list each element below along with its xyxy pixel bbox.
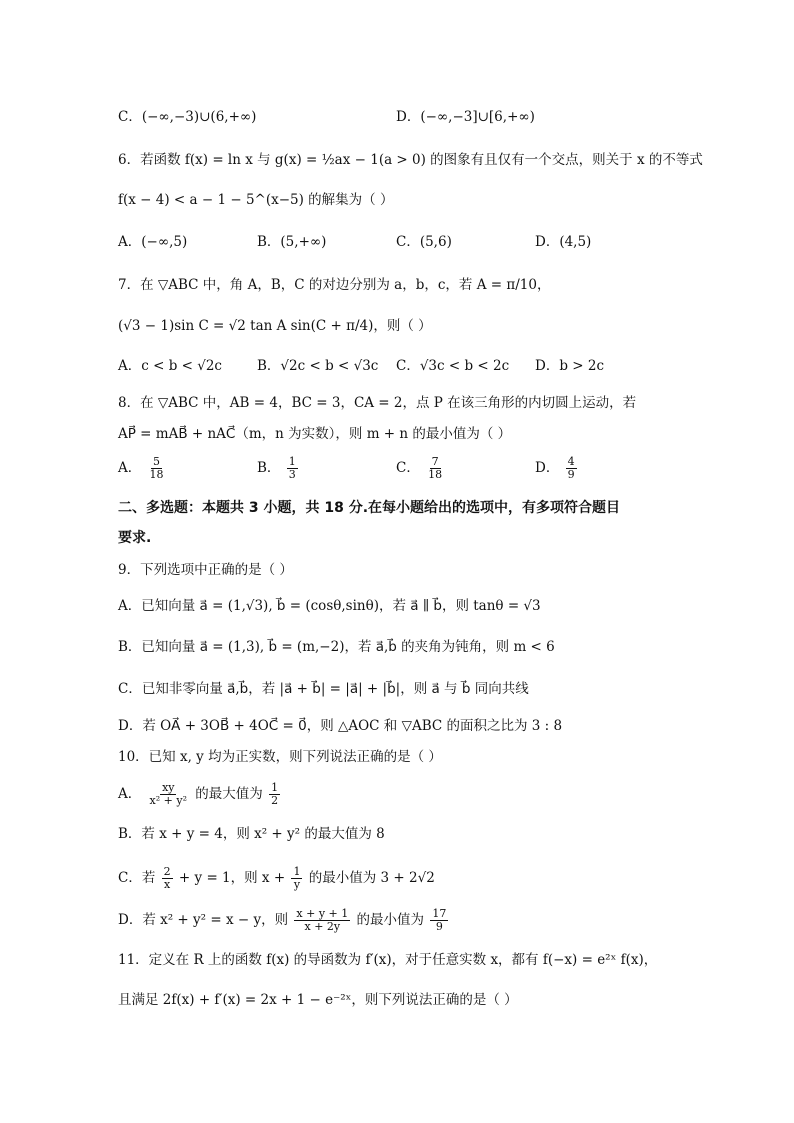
q10-option-d [118, 908, 450, 933]
q10-d-value-fraction [430, 908, 448, 933]
q8-c-numerator: 7 [431, 455, 439, 468]
q6-option-b: B．(5,+∞) [257, 234, 327, 250]
q10-a-denominator: x² + y² [149, 794, 187, 807]
q10-d-denominator: x + 2y [304, 920, 341, 933]
q10-c-denominator1: x [164, 878, 171, 891]
q8-d-denominator: 9 [567, 468, 575, 481]
q10-stem: 10．已知 x, y 均为正实数，则下列说法正确的是（ ） [118, 749, 442, 765]
q8-option-b-label: B． [257, 460, 281, 476]
q9-option-d: D．若 OA⃗ + 3OB⃗ + 4OC⃗ = 0⃗，则 △AOC 和 ▽ABC 的面积之比为 3 : 8 [118, 718, 563, 734]
section2-heading-line1: 二、多选题：本题共 3 小题，共 18 分.在每小题给出的选项中，有多项符合题目 [118, 500, 621, 516]
q10-d-fraction [294, 908, 350, 933]
q8-option-c [396, 456, 446, 481]
q10-d-value-denominator: 9 [435, 920, 443, 933]
q8-option-b-fraction [287, 456, 298, 481]
q10-c-middle: + y = 1，则 x + [178, 870, 290, 886]
q8-b-denominator: 3 [288, 468, 296, 481]
q10-c-fraction1 [162, 866, 173, 891]
q8-option-d [535, 456, 579, 481]
q9-option-c: C．已知非零向量 a⃗,b⃗，若 |a⃗ + b⃗| = |a⃗| + |b⃗|，则 a⃗ 与 b⃗ 同向共线 [118, 681, 529, 697]
q10-c-denominator2: y [293, 878, 301, 891]
q8-d-numerator: 4 [567, 455, 575, 468]
q7-option-a: A．c < b < √2c [118, 358, 222, 374]
q6-stem-line2: f(x − 4) < a − 1 − 5^(x−5) 的解集为（ ） [118, 192, 394, 208]
q8-option-a-label: A． [118, 460, 142, 476]
q9-option-a: A．已知向量 a⃗ = (1,√3), b⃗ = (cosθ,sinθ)，若 a⃗ ∥ b⃗，则 tanθ = √3 [118, 598, 541, 614]
q8-a-denominator: 18 [149, 468, 164, 481]
q5-option-c: C．(−∞,−3)∪(6,+∞) [118, 109, 257, 125]
q10-c-suffix: 的最小值为 3 + 2√2 [308, 870, 435, 886]
q6-option-a: A．(−∞,5) [118, 234, 188, 250]
q7-option-d: D．b > 2c [535, 358, 605, 374]
q7-option-c: C．√3c < b < 2c [396, 358, 510, 374]
q10-option-a-label: A． [118, 786, 142, 802]
q6-option-c: C．(5,6) [396, 234, 452, 250]
q10-c-numerator1: 2 [163, 865, 171, 878]
q10-a-value-numerator: 1 [271, 781, 279, 794]
q10-a-value-fraction [269, 782, 280, 807]
q10-a-value-denominator: 2 [271, 794, 279, 807]
q10-d-prefix: D．若 x² + y² = x − y，则 [118, 912, 293, 928]
q7-option-b: B．√2c < b < √3c [257, 358, 379, 374]
q8-stem-line1: 8．在 ▽ABC 中，AB = 4，BC = 3，CA = 2，点 P 在该三角形的内切圆上运动，若 [118, 395, 637, 411]
q8-option-d-fraction [566, 456, 577, 481]
q9-stem: 9．下列选项中正确的是（ ） [118, 562, 293, 578]
q10-option-c [118, 866, 435, 891]
q10-c-numerator2: 1 [293, 865, 301, 878]
q10-a-fraction [148, 782, 189, 807]
q6-stem-line1: 6．若函数 f(x) = ln x 与 g(x) = ½ax − 1(a > 0) 的图象有且仅有一个交点，则关于 x 的不等式 [118, 152, 703, 168]
q8-a-numerator: 5 [153, 455, 161, 468]
section2-heading-line2: 要求. [118, 530, 152, 546]
q7-stem-line2: (√3 − 1)sin C = √2 tan A sin(C + π/4)，则（ ） [118, 318, 432, 334]
q10-option-b: B．若 x + y = 4，则 x² + y² 的最大值为 8 [118, 826, 385, 842]
q10-option-a [118, 782, 282, 807]
q10-a-numerator: xy [162, 781, 175, 794]
q10-c-prefix: C．若 [118, 870, 160, 886]
q8-option-a [118, 456, 168, 481]
q8-c-denominator: 18 [428, 468, 443, 481]
q10-d-text: 的最小值为 [356, 912, 429, 928]
q11-stem-line1: 11．定义在 R 上的函数 f(x) 的导函数为 f′(x)，对于任意实数 x，都有 f(−x) = e²ˣ f(x)， [118, 952, 658, 968]
q10-a-text: 的最大值为 [195, 786, 268, 802]
q8-option-d-label: D． [535, 460, 560, 476]
q11-stem-line2: 且满足 2f(x) + f′(x) = 2x + 1 − e⁻²ˣ，则下列说法正确的是（ ） [118, 992, 518, 1008]
q8-b-numerator: 1 [288, 455, 296, 468]
q7-stem-line1: 7．在 ▽ABC 中，角 A，B，C 的对边分别为 a，b，c，若 A = π/10， [118, 277, 551, 293]
q9-option-b: B．已知向量 a⃗ = (1,3), b⃗ = (m,−2)，若 a⃗,b⃗ 的夹角为钝角，则 m < 6 [118, 639, 555, 655]
q10-d-value-numerator: 17 [432, 907, 447, 920]
q8-option-c-label: C． [396, 460, 420, 476]
q10-c-fraction2 [291, 866, 302, 891]
q8-option-c-fraction [426, 456, 444, 481]
q5-option-d: D．(−∞,−3]∪[6,+∞) [396, 109, 535, 125]
q6-option-d: D．(4,5) [535, 234, 592, 250]
q8-stem-line2: AP⃗ = mAB⃗ + nAC⃗（m，n 为实数），则 m + n 的最小值为（ ） [118, 426, 512, 442]
q8-option-a-fraction [148, 456, 166, 481]
q10-d-numerator: x + y + 1 [296, 907, 349, 920]
q8-option-b [257, 456, 300, 481]
